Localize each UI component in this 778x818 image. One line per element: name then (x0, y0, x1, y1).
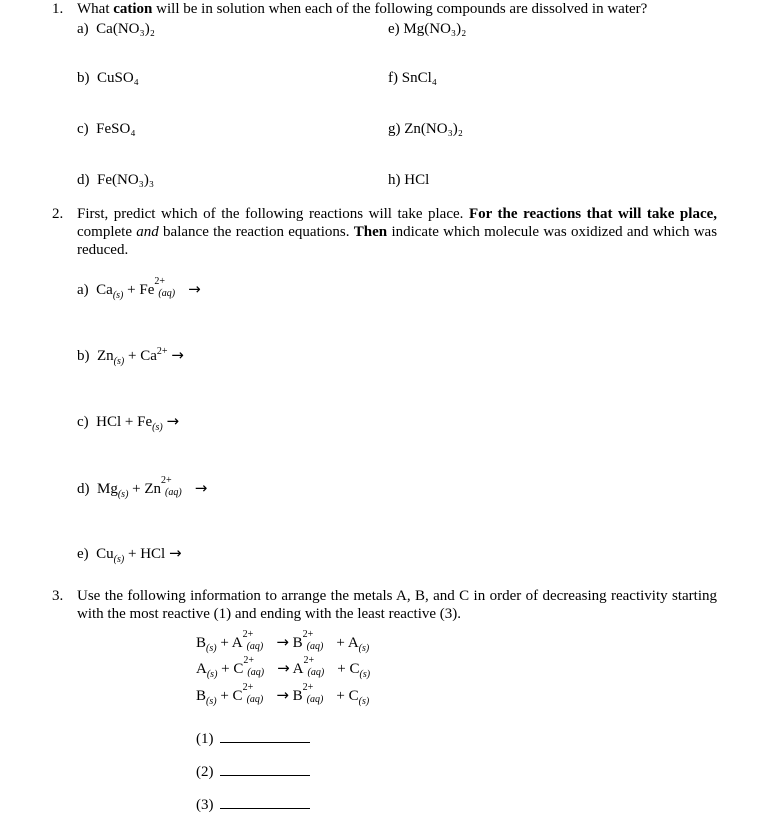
q1-item-formula: Fe(NO₃)₃ (97, 172, 155, 188)
eq-product-1: A (292, 661, 304, 677)
q1-item-label: b) (77, 70, 90, 86)
q2-text-bold-1: For the reactions that will take place, (468, 206, 718, 222)
state-subscript: (aq) (246, 694, 264, 705)
charge-superscript: 2+ (242, 682, 254, 693)
state-subscript: (aq) (158, 288, 176, 299)
eq-reactant-1: A (196, 661, 207, 677)
state-subscript: (s) (112, 290, 124, 301)
q1-item-label: a) (77, 21, 89, 37)
charge-state-stack (242, 682, 273, 705)
answer-label: (2) (196, 764, 214, 780)
reaction-arrow-icon: → (188, 280, 201, 298)
answer-blank-line[interactable] (220, 728, 310, 743)
reaction-arrow-icon: → (277, 659, 290, 677)
q2-text-3: balance the reaction equations. (163, 224, 350, 240)
eq-reactant-1: B (196, 688, 207, 704)
reactant-1: Zn (97, 348, 114, 364)
reactant-2: Ca (140, 348, 157, 364)
state-subscript: (aq) (306, 641, 324, 652)
charge-superscript: 2+ (156, 346, 168, 357)
eq-reactant-2: C (233, 661, 244, 677)
state-subscript: (aq) (247, 667, 265, 678)
q2-text-2: complete (77, 224, 132, 240)
q2-number: 2. (52, 206, 64, 222)
q1-item-e (388, 20, 466, 38)
q1-item-label: d) (77, 172, 90, 188)
q3-equation-3 (196, 682, 370, 707)
state-subscript: (s) (113, 356, 125, 367)
q1-item-formula: Zn(NO₃)₂ (404, 121, 464, 137)
reactant-2: Fe (137, 414, 153, 430)
answer-label: (1) (196, 731, 214, 747)
q1-prompt-bold: cation (113, 1, 153, 17)
plus-sign: + (336, 688, 345, 704)
state-subscript: (aq) (165, 487, 182, 498)
eq-product-1: B (292, 688, 303, 704)
reactant-1: HCl (96, 414, 122, 430)
q2-text-bold-2: Then (353, 224, 388, 240)
plus-sign: + (337, 661, 346, 677)
plus-sign: + (336, 635, 345, 651)
charge-state-stack (243, 655, 273, 678)
eq-product-2: A (347, 635, 359, 651)
q1-item-c (77, 120, 136, 138)
charge-superscript: 2+ (303, 655, 315, 666)
charge-superscript: 2+ (242, 629, 254, 640)
reaction-label: b) (77, 348, 90, 364)
charge-state-stack (303, 655, 334, 678)
q3-equation-2 (196, 655, 371, 680)
q1-item-b (77, 69, 139, 87)
eq-reactant-2: A (231, 635, 243, 651)
state-subscript: (s) (359, 669, 371, 680)
reaction-arrow-icon: → (171, 346, 184, 364)
q1-item-label: g) (388, 121, 401, 137)
q1-item-label: h) (388, 172, 401, 188)
eq-product-1: B (292, 635, 303, 651)
q3-prompt: Use the following information to arrange the metals A, B, and C in order of decreasing reactivity starting with the most reactive (1) and ending with the least reactive (3). (77, 588, 717, 622)
reaction-arrow-icon: → (276, 686, 289, 704)
q2-reaction-d (77, 475, 208, 500)
eq-reactant-1: B (196, 635, 207, 651)
reactant-1: Ca (96, 282, 113, 298)
state-subscript: (s) (206, 696, 217, 707)
plus-sign: + (127, 282, 136, 298)
q3-answer-1 (196, 728, 310, 748)
reaction-label: a) (77, 282, 89, 298)
q1-item-formula: SnCl₄ (401, 70, 437, 86)
q1-item-g (388, 120, 463, 138)
reaction-arrow-icon: → (276, 633, 289, 651)
reaction-label: e) (77, 546, 89, 562)
state-subscript: (s) (117, 489, 129, 500)
q1-item-formula: Ca(NO₃)₂ (96, 21, 155, 37)
reactant-2: HCl (140, 546, 166, 562)
state-subscript: (s) (113, 554, 125, 565)
reaction-arrow-icon: → (168, 544, 182, 562)
state-subscript: (s) (206, 643, 217, 654)
charge-superscript: 2+ (161, 475, 172, 486)
charge-state-stack (242, 629, 273, 652)
eq-product-2: C (349, 661, 360, 677)
reaction-label: c) (77, 414, 89, 430)
plus-sign: + (220, 635, 229, 651)
charge-superscript: 2+ (243, 655, 255, 666)
answer-blank-line[interactable] (220, 761, 310, 776)
charge-state-stack (302, 629, 333, 652)
q3-number: 3. (52, 588, 64, 604)
q2-reaction-a (77, 276, 201, 301)
state-subscript: (s) (152, 422, 163, 433)
reaction-arrow-icon: → (166, 412, 180, 430)
q3-equation-1 (196, 629, 370, 654)
charge-state-stack (302, 682, 333, 705)
q2-text-italic: and (136, 224, 159, 240)
eq-reactant-2: C (232, 688, 243, 704)
q1-item-h (388, 171, 429, 189)
q1-prompt-start: What (77, 1, 110, 17)
q3-answer-2 (196, 761, 310, 781)
q2-text-1: First, predict which of the following reactions will take place. (77, 206, 464, 222)
q1-item-label: f) (388, 70, 398, 86)
plus-sign: + (220, 688, 229, 704)
state-subscript: (aq) (307, 667, 325, 678)
reaction-label: d) (77, 481, 90, 497)
state-subscript: (s) (358, 696, 370, 707)
answer-label: (3) (196, 797, 214, 813)
reactant-2: Fe (139, 282, 155, 298)
q2-reaction-b (77, 346, 184, 365)
q1-item-formula: HCl (404, 172, 430, 188)
q1-item-label: e) (388, 21, 400, 37)
eq-product-2: C (348, 688, 359, 704)
q2-reaction-c (77, 412, 179, 431)
plus-sign: + (127, 546, 137, 562)
q1-number: 1. (52, 1, 64, 17)
q1-prompt (77, 0, 647, 18)
plus-sign: + (132, 481, 141, 497)
charge-state-stack (154, 276, 184, 299)
state-subscript: (s) (206, 669, 218, 680)
q1-item-formula: FeSO₄ (96, 121, 136, 137)
charge-superscript: 2+ (302, 682, 314, 693)
answer-blank-line[interactable] (220, 794, 310, 809)
q1-item-formula: Mg(NO₃)₂ (403, 21, 467, 37)
q2-reaction-e (77, 544, 182, 563)
q2-text-4: indicate which molecule was oxidized and which was reduced. (77, 224, 718, 258)
state-subscript: (aq) (246, 641, 264, 652)
q2-prompt (77, 205, 717, 259)
reaction-arrow-icon: → (194, 479, 208, 497)
q1-prompt-end: will be in solution when each of the following compounds are dissolved in water? (156, 1, 648, 17)
q1-item-a (77, 20, 155, 38)
q1-item-formula: CuSO₄ (97, 70, 139, 86)
q3-answer-3 (196, 794, 310, 814)
plus-sign: + (221, 661, 230, 677)
reactant-1: Cu (96, 546, 114, 562)
plus-sign: + (127, 348, 137, 364)
charge-superscript: 2+ (154, 276, 165, 287)
charge-state-stack (161, 475, 191, 498)
charge-superscript: 2+ (302, 629, 314, 640)
plus-sign: + (124, 414, 134, 430)
q1-item-d (77, 171, 154, 189)
state-subscript: (s) (358, 643, 370, 654)
state-subscript: (aq) (306, 694, 324, 705)
q1-item-f (388, 69, 437, 87)
reactant-1: Mg (97, 481, 118, 497)
q1-item-label: c) (77, 121, 89, 137)
reactant-2: Zn (144, 481, 162, 497)
